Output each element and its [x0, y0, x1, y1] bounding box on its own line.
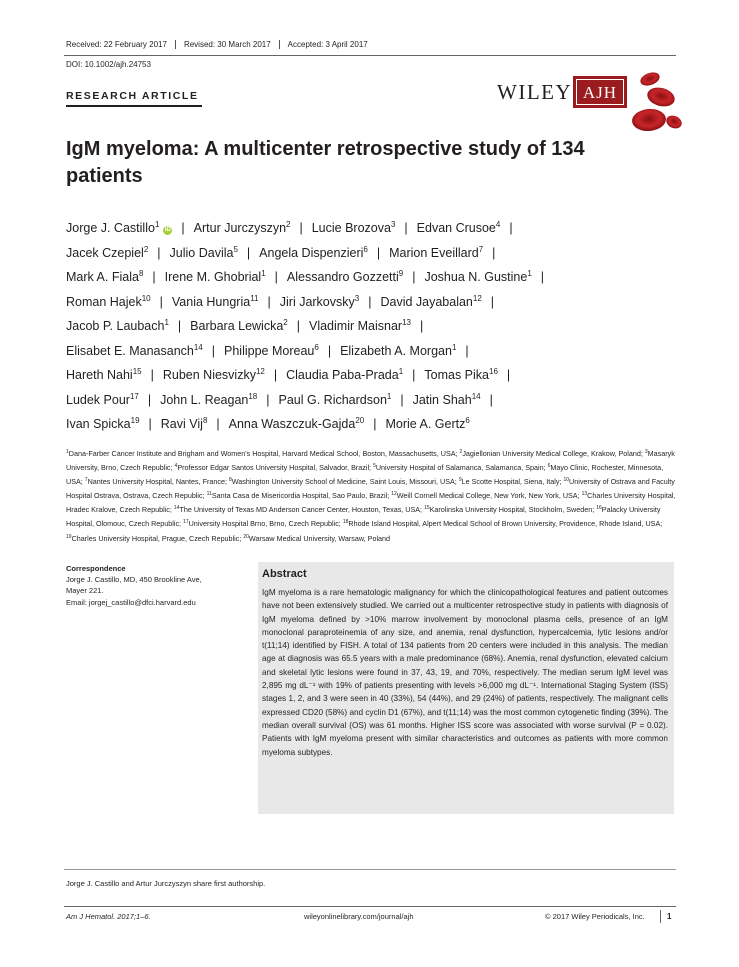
author-affiliation-number: 1: [398, 367, 404, 376]
accepted-date: Accepted: 3 April 2017: [279, 40, 376, 49]
author-separator: |: [216, 417, 220, 431]
affiliation-text: Jagiellonian University Medical College, Krakow, Poland;: [462, 449, 645, 458]
author-name[interactable]: Anna Waszczuk-Gajda: [228, 417, 356, 431]
affiliation-number: 6: [547, 463, 551, 470]
author-separator: |: [181, 221, 185, 235]
affiliation-number: 17: [183, 519, 189, 526]
author-affiliation-number: 1: [154, 220, 160, 229]
affiliation-text: University Hospital of Salamanca, Salamanca, Spain;: [375, 463, 548, 473]
affiliation-text: Weill Cornell Medical College, New York, New York, USA;: [396, 491, 582, 501]
author-affiliation-number: 12: [472, 293, 482, 303]
author-affiliation-number: 1: [164, 318, 169, 327]
affiliation-text: The University of Texas MD Anderson Cancer Center, Houston, Texas, USA;: [179, 505, 425, 515]
meta-divider: [64, 55, 676, 56]
affiliation-text: Dana-Farber Cancer Institute and Brigham and Women's Hospital, Harvard Medical School, Boston, Massachusetts, USA;: [68, 449, 460, 458]
author-affiliation-number: 2: [143, 244, 149, 254]
author-separator: |: [150, 368, 154, 382]
correspondence-line: Jorge J. Castillo, MD, 450 Brookline Ave,: [66, 575, 202, 585]
journal-citation: Am J Hematol. 2017;1–6.: [66, 912, 151, 921]
affiliation-number: 4: [174, 463, 178, 470]
author-name[interactable]: Hareth Nahi: [66, 368, 133, 382]
affiliation-number: 11: [206, 491, 212, 498]
author-affiliation-number: 14: [471, 391, 481, 401]
author-name[interactable]: Jorge J. Castillo: [66, 221, 155, 235]
author-separator: |: [148, 417, 152, 431]
author-affiliation-number: 11: [250, 293, 259, 303]
author-separator: |: [400, 392, 404, 407]
affiliation-text: Washington University School of Medicine, Saint Louis, Missouri, USA;: [231, 477, 459, 487]
affiliation-number: 8: [228, 477, 232, 484]
author-name[interactable]: Angela Dispenzieri: [259, 245, 364, 260]
correspondence: [66, 563, 241, 608]
author-separator: |: [465, 343, 469, 358]
affiliation-number: 7: [84, 477, 88, 484]
correspondence-email[interactable]: Email: jorgej_castillo@dfci.harvard.edu: [66, 597, 196, 607]
author-line: [66, 238, 676, 263]
affiliation-number: 1: [66, 449, 69, 455]
author-name[interactable]: Jacek Czepiel: [66, 245, 144, 260]
author-affiliation-number: 6: [465, 416, 470, 425]
affiliation-number: 3: [644, 449, 648, 455]
author-name[interactable]: Roman Hajek: [66, 294, 142, 309]
author-name[interactable]: Joshua N. Gustine: [424, 270, 528, 284]
author-separator: |: [506, 368, 511, 382]
ajh-logo: [573, 76, 627, 108]
footnote-divider: [64, 869, 676, 870]
correspondence-line: Mayer 221.: [66, 586, 104, 596]
author-separator: |: [489, 392, 493, 407]
author-separator: |: [157, 245, 161, 260]
affiliation-number: 20: [243, 533, 249, 540]
author-affiliation-number: 1: [451, 342, 457, 352]
author-separator: |: [266, 392, 270, 407]
author-affiliation-number: 8: [138, 269, 144, 278]
affiliation-number: 16: [596, 505, 602, 512]
author-separator: |: [267, 294, 271, 309]
author-affiliation-number: 10: [141, 293, 151, 303]
affiliation-text: Rhode Island Hospital, Alpert Medical School of Brown University, Providence, Rhode Island, USA;: [348, 519, 663, 529]
author-separator: |: [490, 294, 495, 309]
author-affiliation-number: 1: [386, 391, 392, 401]
author-separator: |: [152, 270, 156, 284]
author-line: [66, 213, 676, 238]
author-name[interactable]: Lucie Brozova: [311, 221, 391, 235]
abstract-heading: Abstract: [262, 568, 307, 580]
affiliation-number: 18: [342, 519, 349, 526]
author-separator: |: [404, 221, 408, 235]
article-type-underline: [66, 105, 202, 107]
author-affiliation-number: 3: [390, 220, 396, 229]
author-name[interactable]: Marion Eveillard: [389, 245, 479, 260]
affiliation-text: University of Ostrava and Faculty Hospital Ostrava, Ostrava, Czech Republic;: [66, 477, 675, 501]
author-affiliation-number: 13: [402, 318, 411, 327]
abstract-text: IgM myeloma is a rare hematologic malignancy for which the clinicopathological features and patient outcomes have not been extensively studied. We carried out a multicenter retrospective study in patients with diagnosis of IgM myeloma defined by >10% marrow involvement by monoclonal plasma cells, presence of an IgM monoclonal paraproteinemia of any size, and anemia, renal dysfunction, hypercalcemia, lytic lesions and/or t(11;14) identified by FISH. A total of 134 patients from 20 centers were included in this analysis. The median age at diagnosis was 65.5 years with a male predominance (68%). Anemia, renal dysfunction, elevated calcium and skeletal lytic lesions were found in 37, 43, 19, and 70%, respectively. The median serum IgM level was 2,895 mg dL⁻¹ with 19% of patients presenting with levels >6,000 mg dL⁻¹. International Staging System (ISS) stages 1, 2, and 3 were seen in 40 (33%), 54 (44%), and 29 (24%) of patients, respectively. The malignant cells expressed CD20 (58%) and cyclin D1 (67%), and t(11;14) was the most common cytogenetic finding (39%). The median overall survival (OS) was 61 months. Higher ISS score was associated with worse survival (P = 0.02). Patients with IgM myeloma present with similar characteristics and outcomes as patients with more common myeloma subtypes.: [262, 588, 668, 757]
blood-cells-icon: [628, 70, 684, 140]
author-affiliation-number: 6: [314, 342, 319, 352]
author-name[interactable]: Vladimir Maisnar: [308, 319, 403, 333]
author-separator: |: [159, 294, 163, 309]
article-dates: [66, 40, 376, 49]
affiliation-number: 13: [581, 491, 588, 498]
article-type-label: RESEARCH ARTICLE: [66, 90, 199, 102]
author-affiliation-number: 15: [132, 367, 142, 376]
page-number-divider: [660, 910, 661, 923]
author-affiliation-number: 14: [193, 342, 203, 352]
author-name[interactable]: Ivan Spicka: [66, 417, 131, 431]
author-name[interactable]: Tomas Pika: [424, 368, 489, 382]
author-affiliation-number: 20: [355, 416, 365, 425]
author-name[interactable]: Ruben Niesvizky: [162, 368, 256, 382]
author-affiliation-number: 4: [495, 220, 501, 229]
author-separator: |: [412, 270, 416, 284]
author-separator: |: [274, 270, 278, 284]
orcid-icon[interactable]: iD: [164, 227, 171, 233]
author-separator: |: [246, 245, 251, 260]
author-separator: |: [412, 368, 416, 382]
affiliation-number: 10: [563, 477, 570, 484]
footer-divider: [64, 906, 676, 907]
author-separator: |: [147, 392, 152, 407]
author-line: [66, 360, 676, 385]
affiliation-text: Santa Casa de Misericordia Hospital, Sao Paulo, Brazil;: [211, 491, 392, 501]
wiley-logo: WILEY: [497, 80, 573, 104]
author-name[interactable]: Claudia Paba-Prada: [286, 368, 399, 382]
author-name[interactable]: Jiri Jarkovsky: [279, 294, 355, 309]
author-affiliation-number: 2: [286, 220, 291, 229]
correspondence-heading: Correspondence: [66, 564, 126, 573]
author-name[interactable]: Jacob P. Laubach: [66, 319, 165, 333]
author-separator: |: [177, 319, 182, 333]
author-name[interactable]: Elizabeth A. Morgan: [340, 343, 452, 358]
author-separator: |: [492, 245, 496, 260]
revised-date: Revised: 30 March 2017: [175, 40, 279, 49]
author-line: [66, 336, 676, 361]
author-name[interactable]: Paul G. Richardson: [278, 392, 387, 407]
author-affiliation-number: 1: [261, 269, 266, 278]
author-list: [66, 213, 676, 434]
author-name[interactable]: Ravi Vij: [160, 417, 203, 431]
affiliation-text: Le Scotte Hospital, Siena, Italy;: [461, 477, 564, 487]
author-line: [66, 311, 676, 336]
author-separator: |: [296, 319, 300, 333]
author-affiliation-number: 5: [233, 244, 238, 254]
author-affiliation-number: 6: [363, 244, 368, 254]
received-date: Received: 22 February 2017: [66, 40, 167, 49]
affiliation-number: 9: [458, 477, 462, 484]
author-separator: |: [211, 343, 216, 358]
author-affiliation-number: 2: [283, 318, 288, 327]
doi-link[interactable]: DOI: 10.1002/ajh.24753: [66, 60, 151, 69]
affiliation-text: Charles University Hospital, Hradec Kralove, Czech Republic;: [66, 491, 676, 515]
author-name[interactable]: Edvan Crusoe: [416, 221, 496, 235]
affiliation-number: 14: [173, 505, 180, 512]
author-line: [66, 409, 676, 434]
author-name[interactable]: David Jayabalan: [380, 294, 473, 309]
affiliation-text: Mayo Clinic, Rochester, Minnesota, USA;: [66, 463, 664, 487]
affiliation-number: 19: [66, 533, 72, 540]
author-affiliation-number: 3: [354, 293, 360, 303]
author-line: [66, 287, 676, 312]
author-name[interactable]: Irene M. Ghobrial: [164, 270, 262, 284]
affiliation-number: 5: [373, 463, 376, 470]
author-name[interactable]: Alessandro Gozzetti: [286, 270, 399, 284]
author-name[interactable]: Barbara Lewicka: [190, 319, 284, 333]
copyright-notice: © 2017 Wiley Periodicals, Inc.: [545, 912, 645, 921]
affiliation-text: Professor Edgar Santos University Hospital, Salvador, Brazil;: [177, 463, 374, 473]
affiliation-text: University Hospital Brno, Brno, Czech Republic;: [188, 519, 343, 529]
author-name[interactable]: John L. Reagan: [160, 392, 249, 407]
article-title: IgM myeloma: A multicenter retrospective study of 134 patients: [66, 138, 585, 187]
ajh-logo-text: AJH: [576, 79, 624, 105]
author-name[interactable]: Elisabet E. Manasanch: [66, 343, 194, 358]
author-name[interactable]: Ludek Pour: [66, 392, 130, 407]
author-name[interactable]: Morie A. Gertz: [385, 417, 466, 431]
author-separator: |: [299, 221, 303, 235]
author-affiliation-number: 9: [398, 269, 404, 278]
author-separator: |: [327, 343, 332, 358]
affiliation-text: Karolinska University Hospital, Stockholm, Sweden;: [429, 505, 597, 515]
author-line: [66, 385, 676, 410]
author-affiliation-number: 16: [489, 367, 498, 376]
author-separator: |: [368, 294, 372, 309]
author-line: [66, 262, 676, 287]
author-affiliation-number: 19: [130, 416, 140, 425]
author-name[interactable]: Jatin Shah: [412, 392, 472, 407]
author-name[interactable]: Philippe Moreau: [224, 343, 315, 358]
author-name[interactable]: Julio Davila: [169, 245, 234, 260]
affiliation-number: 15: [424, 505, 430, 512]
affiliation-text: Nantes University Hospital, Nantes, France;: [87, 477, 229, 487]
author-affiliation-number: 8: [202, 416, 208, 425]
affiliations: [66, 446, 678, 545]
affiliation-text: Charles University Hospital, Prague, Czech Republic;: [71, 533, 244, 543]
author-affiliation-number: 18: [248, 391, 258, 401]
page-number: 1: [667, 912, 672, 921]
author-affiliation-number: 17: [129, 391, 139, 401]
author-name[interactable]: Vania Hungria: [171, 294, 251, 309]
author-separator: |: [540, 270, 545, 284]
author-affiliation-number: 7: [478, 244, 484, 254]
affiliation-text: Palacky University Hospital, Olomouc, Czech Republic;: [66, 505, 661, 529]
author-name[interactable]: Mark A. Fiala: [66, 270, 139, 284]
affiliation-number: 12: [391, 491, 397, 498]
affiliation-text: Warsaw Medical University, Warsaw, Poland: [248, 533, 391, 543]
author-affiliation-number: 1: [527, 269, 532, 278]
author-separator: |: [376, 245, 381, 260]
author-separator: |: [509, 221, 513, 235]
journal-url-link[interactable]: wileyonlinelibrary.com/journal/ajh: [304, 912, 414, 921]
affiliation-number: 2: [459, 449, 463, 455]
author-affiliation-number: 12: [255, 367, 265, 376]
affiliation-text: Masaryk University, Brno, Czech Republic;: [66, 449, 675, 473]
author-separator: |: [419, 319, 424, 333]
author-name[interactable]: Artur Jurczyszyn: [193, 221, 287, 235]
author-separator: |: [273, 368, 278, 382]
author-separator: |: [373, 417, 377, 431]
authorship-footnote: Jorge J. Castillo and Artur Jurczyszyn share first authorship.: [66, 879, 266, 888]
